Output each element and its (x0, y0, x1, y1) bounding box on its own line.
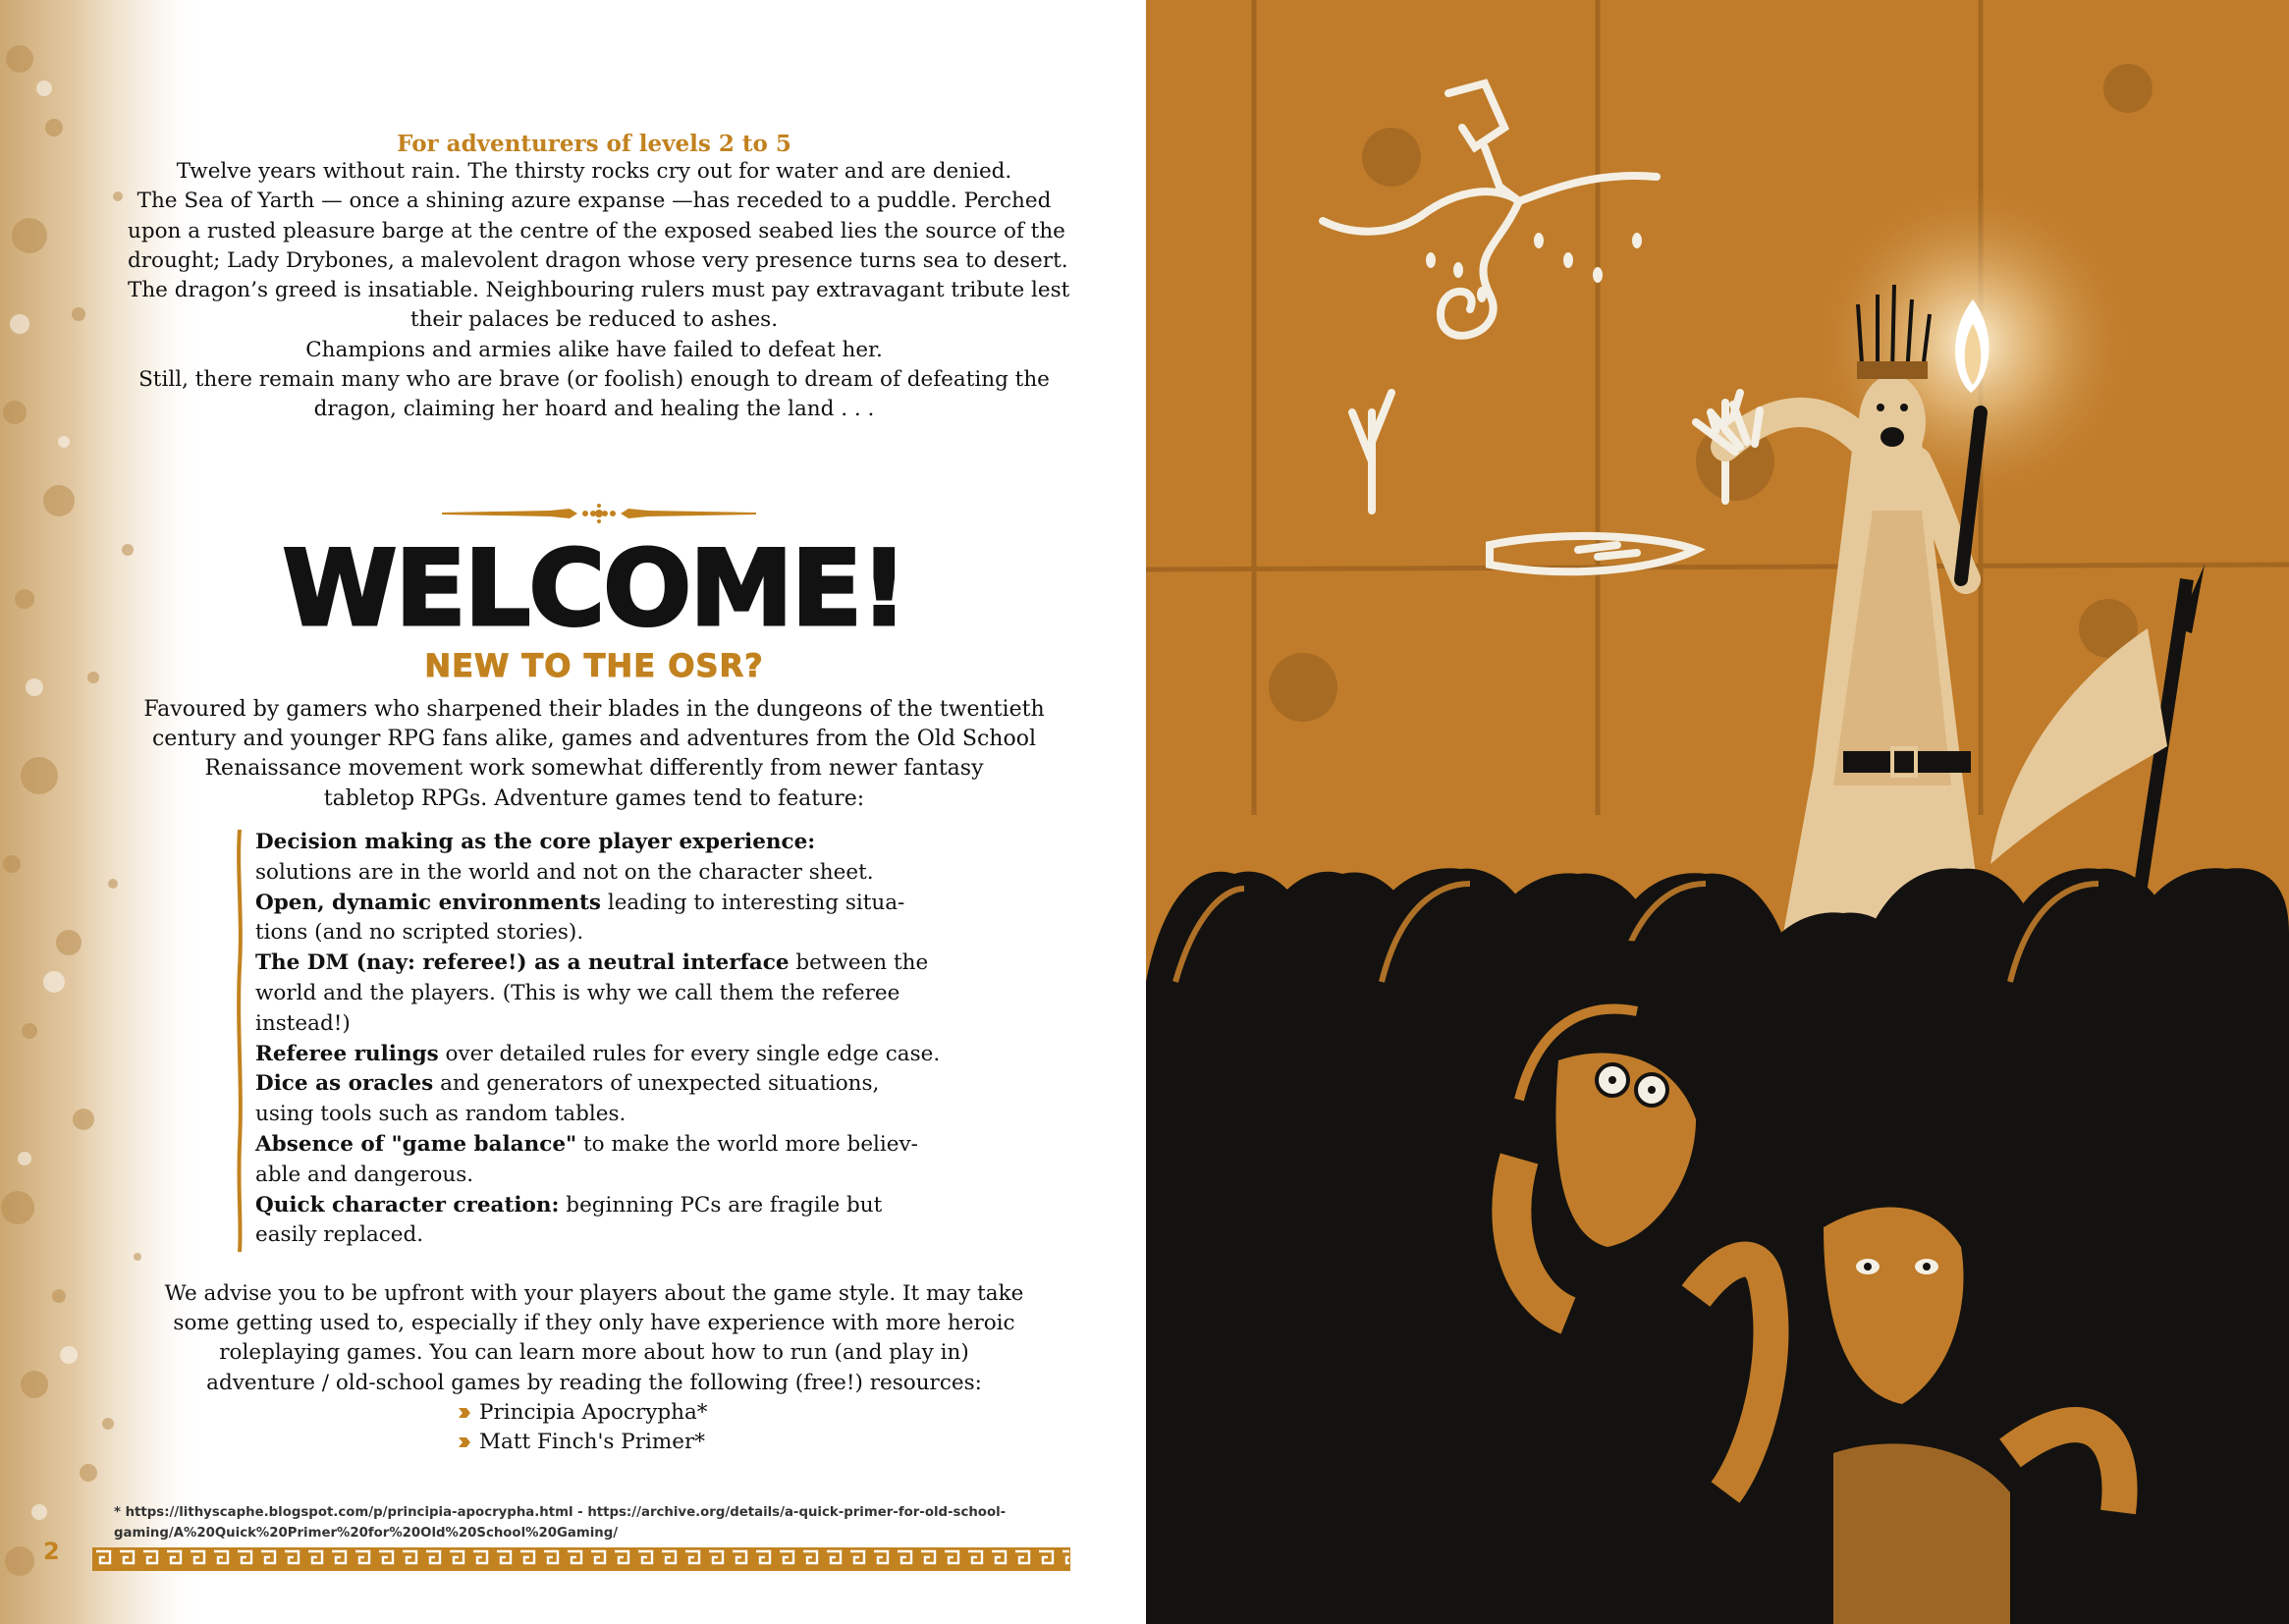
osr-intro-line: tabletop RPGs. Adventure games tend to feature: (323, 785, 865, 811)
feature-row (255, 1220, 962, 1251)
resource-link[interactable]: Principia Apocrypha* (479, 1400, 708, 1425)
subtitle: NEW TO THE OSR? (424, 647, 764, 684)
intro-text (128, 157, 1070, 425)
feature-text: between the (789, 950, 929, 976)
feature-text: easily replaced. (255, 1222, 424, 1248)
intro-line: their palaces be reduced to ashes. (409, 307, 779, 333)
feature-text: and generators of unexpected situations, (433, 1071, 880, 1097)
feature-text: tions (and no scripted stories). (255, 920, 584, 946)
feature-bold: Decision making as the core player experience: (255, 830, 816, 854)
osr-intro-line: century and younger RPG fans alike, games and adventures from the Old School (151, 727, 1036, 752)
footnote-line[interactable]: gaming/A%20Quick%20Primer%20for%20Old%20School%20Gaming/ (114, 1526, 619, 1541)
feature-row (255, 918, 962, 948)
intro-line: Twelve years without rain. The thirsty rocks cry out for water and are denied. (176, 159, 1012, 184)
feature-text: solutions are in the world and not on the character sheet. (255, 859, 874, 885)
page-title: WELCOME! (282, 528, 906, 649)
feature-bold: Open, dynamic environments (255, 890, 601, 915)
arrow-bullet-icon (458, 1435, 471, 1449)
feature-text: to make the world more believ- (576, 1131, 918, 1157)
intro-line: The dragon’s greed is insatiable. Neighbouring rulers must pay extravagant tribute lest (128, 278, 1070, 303)
feature-text: using tools such as random tables. (255, 1102, 627, 1127)
feature-bold: The DM (nay: referee!) as a neutral interface (255, 950, 790, 976)
resource-item[interactable] (458, 1398, 772, 1428)
feature-text: world and the players. (This is why we call them the referee (255, 980, 900, 1005)
illustration-dragon-cult (1146, 0, 2289, 1624)
intro-heading: For adventurers of levels 2 to 5 (397, 131, 791, 157)
feature-row (255, 1161, 962, 1191)
features-list (255, 828, 962, 1251)
osr-intro-text (128, 695, 1061, 814)
advice-line: some getting used to, especially if they only have experience with more heroic (173, 1311, 1015, 1336)
feature-row (255, 889, 962, 919)
arrow-bullet-icon (458, 1406, 471, 1420)
advice-line: We advise you to be upfront with your players about the game style. It may take (164, 1281, 1024, 1306)
footnote-line[interactable]: * https://lithyscaphe.blogspot.com/p/principia-apocrypha.html - https://archive.org/details/a-quick-primer-for-old-school- (114, 1505, 1007, 1520)
footnote (114, 1502, 1096, 1543)
feature-bold: Dice as oracles (255, 1071, 434, 1097)
feature-text: beginning PCs are fragile but (559, 1192, 883, 1218)
feature-row (255, 1100, 962, 1130)
feature-row (255, 979, 962, 1009)
features-accent-bar (236, 830, 244, 1252)
resource-item[interactable] (458, 1428, 772, 1457)
feature-text: instead!) (255, 1010, 351, 1036)
feature-row (255, 948, 962, 979)
feature-text: leading to interesting situa- (601, 890, 905, 915)
intro-line: drought; Lady Drybones, a malevolent dragon whose very presence turns sea to desert. (128, 247, 1068, 273)
advice-line: roleplaying games. You can learn more about how to run (and play in) (219, 1340, 969, 1366)
feature-row (255, 1130, 962, 1161)
feature-bold: Quick character creation: (255, 1192, 560, 1218)
osr-intro-line: Favoured by gamers who sharpened their blades in the dungeons of the twentieth (143, 697, 1045, 722)
ornamental-divider (442, 496, 756, 531)
feature-bold: Absence of "game balance" (255, 1131, 577, 1157)
feature-row (255, 1040, 962, 1070)
feature-bold: Referee rulings (255, 1041, 439, 1066)
advice-text (128, 1279, 1061, 1398)
feature-row (255, 1069, 962, 1100)
feature-row (255, 828, 962, 858)
feature-text: able and dangerous. (255, 1162, 474, 1187)
intro-line: The Sea of Yarth — once a shining azure expanse —has receded to a puddle. Perched (136, 189, 1052, 214)
feature-text: over detailed rules for every single edge case. (438, 1041, 941, 1066)
hooded-figure-glasses (1470, 941, 1781, 1375)
feature-row (255, 1191, 962, 1221)
intro-line: Champions and armies alike have failed to defeat her. (305, 337, 883, 362)
resource-link[interactable]: Matt Finch's Primer* (479, 1430, 706, 1454)
intro-line: upon a rusted pleasure barge at the centre of the exposed seabed lies the source of the (128, 218, 1065, 244)
intro-line: dragon, claiming her hoard and healing the land . . . (313, 397, 875, 422)
feature-row (255, 1009, 962, 1040)
page-number: 2 (43, 1538, 60, 1565)
intro-line: Still, there remain many who are brave (or foolish) enough to dream of defeating the (138, 367, 1050, 393)
advice-line: adventure / old-school games by reading the following (free!) resources: (206, 1370, 982, 1395)
greek-key-border (92, 1547, 1070, 1571)
feature-row (255, 858, 962, 889)
resource-list (458, 1398, 772, 1457)
osr-intro-line: Renaissance movement work somewhat differently from newer fantasy (204, 756, 984, 782)
